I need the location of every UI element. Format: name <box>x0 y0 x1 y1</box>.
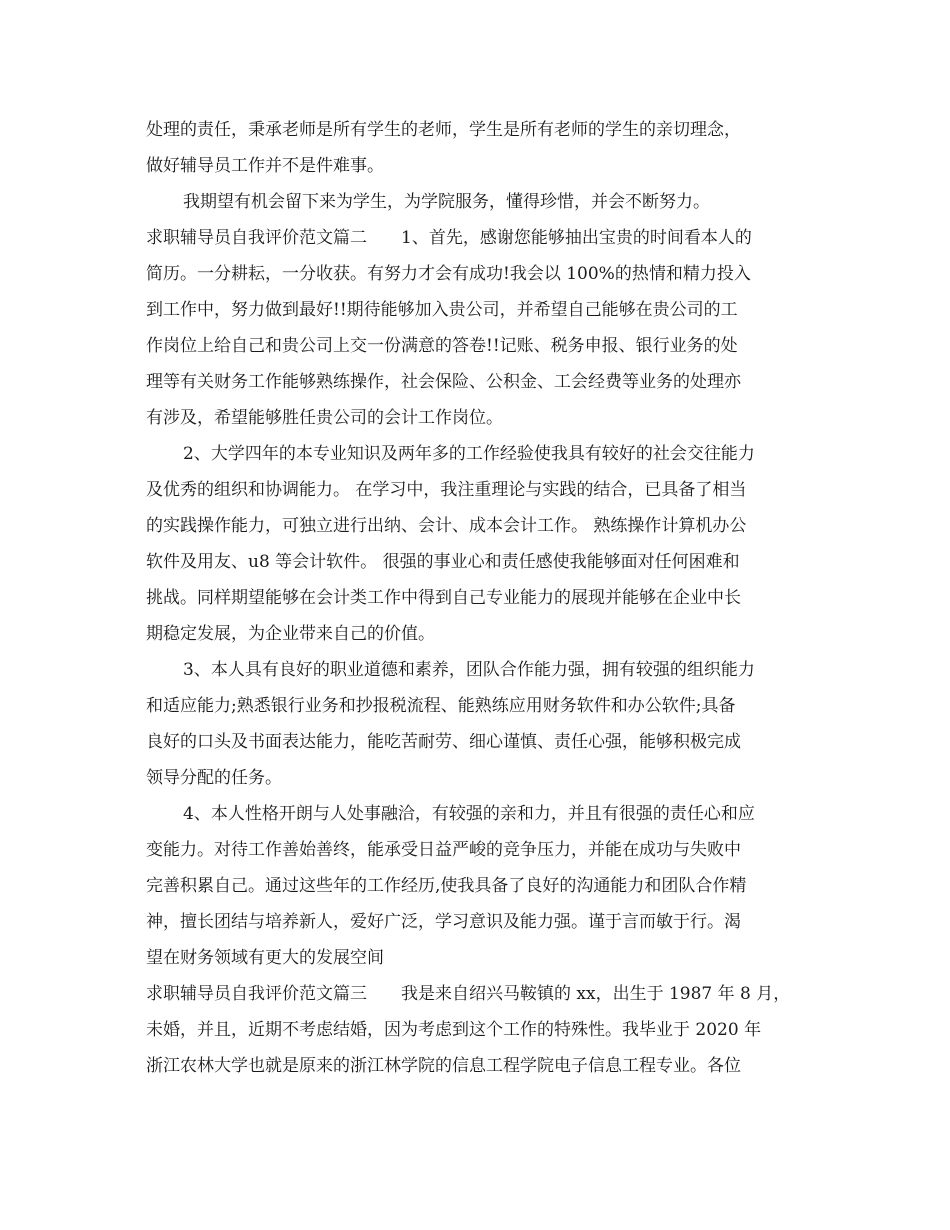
text-line: 完善积累自己。通过这些年的工作经历,使我具备了良好的沟通能力和团队合作精 <box>146 876 747 896</box>
text-line: 望在财务领域有更大的发展空间 <box>146 948 384 968</box>
text-line: 简历。一分耕耘，一分收获。有努力才会有成功!我会以 100%的热情和精力投入 <box>146 264 751 284</box>
text-line: 良好的口头及书面表达能力，能吃苦耐劳、细心谨慎、责任心强，能够积极完成 <box>146 732 741 752</box>
text-line: 期稳定发展，为企业带来自己的价值。 <box>146 624 435 644</box>
section-heading-line: 求职辅导员自我评价范文篇二 1、首先，感谢您能够抽出宝贵的时间看本人的 <box>146 228 752 248</box>
text-line: 有涉及，希望能够胜任贵公司的会计工作岗位。 <box>146 408 503 428</box>
text-line: 做好辅导员工作并不是件难事。 <box>146 156 384 176</box>
text-line: 和适应能力;熟悉银行业务和抄报税流程、能熟练应用财务软件和办公软件;具备 <box>146 696 736 716</box>
text-line: 领导分配的任务。 <box>146 768 282 788</box>
text-line: 作岗位上给自己和贵公司上交一份满意的答卷!!记账、税务申报、银行业务的处 <box>146 336 738 356</box>
paragraph-start-line: 2、大学四年的本专业知识及两年多的工作经验使我具有较好的社会交往能力 <box>183 444 755 464</box>
text-line: 处理的责任，秉承老师是所有学生的老师，学生是所有老师的学生的亲切理念， <box>146 120 741 140</box>
text-line: 变能力。对待工作善始善终，能承受日益严峻的竞争压力，并能在成功与失败中 <box>146 840 741 860</box>
paragraph-start-line: 3、本人具有良好的职业道德和素养，团队合作能力强，拥有较强的组织能力 <box>183 660 755 680</box>
text-line: 及优秀的组织和协调能力。 在学习中，我注重理论与实践的结合，已具备了相当 <box>146 480 747 500</box>
text-line: 浙江农林大学也就是原来的浙江林学院的信息工程学院电子信息工程专业。各位 <box>146 1056 741 1076</box>
text-line: 理等有关财务工作能够熟练操作，社会保险、公积金、工会经费等业务的处理亦 <box>146 372 741 392</box>
paragraph-start-line: 我期望有机会留下来为学生，为学院服务，懂得珍惜，并会不断努力。 <box>183 192 710 212</box>
text-line: 的实践操作能力，可独立进行出纳、会计、成本会计工作。 熟练操作计算机办公 <box>146 516 747 536</box>
paragraph-start-line: 4、本人性格开朗与人处事融洽，有较强的亲和力，并且有很强的责任心和应 <box>183 804 755 824</box>
text-line: 挑战。同样期望能够在会计类工作中得到自己专业能力的展现并能够在企业中长 <box>146 588 741 608</box>
section-heading-line: 求职辅导员自我评价范文篇三 我是来自绍兴马鞍镇的 xx，出生于 1987 年 8 月， <box>146 984 791 1004</box>
text-line: 神，擅长团结与培养新人，爱好广泛，学习意识及能力强。谨于言而敏于行。渴 <box>146 912 741 932</box>
text-line: 到工作中，努力做到最好!!期待能够加入贵公司，并希望自己能够在贵公司的工 <box>146 300 738 320</box>
text-line: 软件及用友、u8 等会计软件。 很强的事业心和责任感使我能够面对任何困难和 <box>146 552 740 572</box>
text-line: 未婚，并且，近期不考虑结婚，因为考虑到这个工作的特殊性。我毕业于 2020 年 <box>146 1020 762 1040</box>
